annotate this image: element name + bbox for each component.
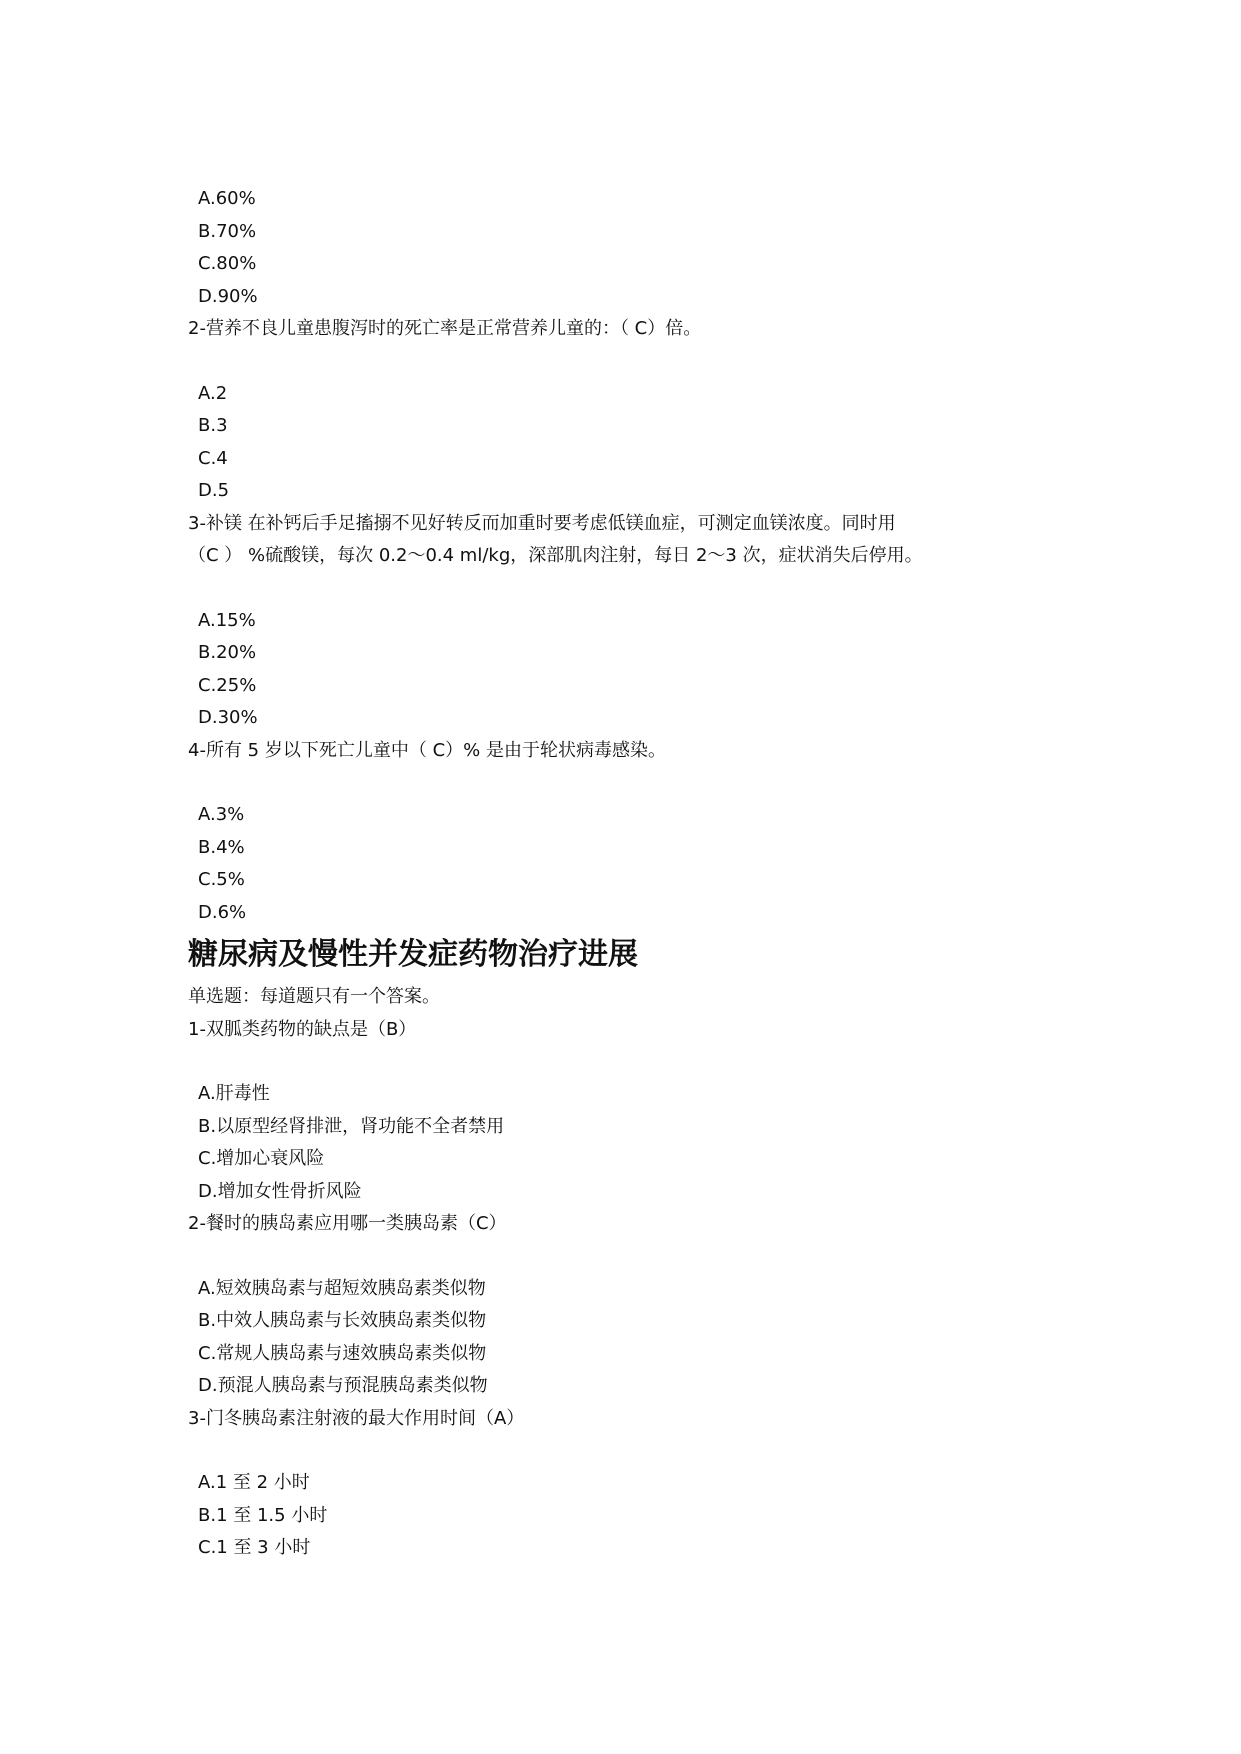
option-b: B.70% bbox=[198, 220, 257, 242]
s2-q3-text: 3-门冬胰岛素注射液的最大作用时间（A） bbox=[188, 1407, 525, 1429]
s1-q4-text: 4-所有 5 岁以下死亡儿童中（ C）% 是由于轮状病毒感染。 bbox=[188, 739, 666, 761]
s2-q2-options bbox=[188, 1273, 1068, 1403]
option-c: C.5% bbox=[198, 869, 245, 890]
option-d: D.90% bbox=[198, 285, 258, 307]
s1-q2-text: 2-营养不良儿童患腹泻时的死亡率是正常营养儿童的：（ C）倍。 bbox=[188, 318, 702, 339]
option-b: B.20% bbox=[198, 642, 257, 663]
s1-q3-text-line1: 3-补镁 在补钙后手足搐搦不见好转反而加重时要考虑低镁血症，可测定血镁浓度。同时用 bbox=[188, 512, 896, 534]
option-a: A.肝毒性 bbox=[198, 1083, 270, 1104]
option-a: A.60% bbox=[198, 188, 256, 209]
option-b: B.1 至 1.5 小时 bbox=[198, 1504, 328, 1526]
spacer bbox=[188, 1435, 1068, 1467]
spacer bbox=[188, 1241, 1068, 1273]
option-c: C.1 至 3 小时 bbox=[198, 1537, 311, 1558]
spacer bbox=[188, 573, 1068, 605]
option-d: D.30% bbox=[198, 707, 258, 728]
option-c: C.增加心衰风险 bbox=[198, 1148, 325, 1169]
option-d: D.6% bbox=[198, 901, 247, 923]
option-b: B.以原型经肾排泄，肾功能不全者禁用 bbox=[198, 1115, 505, 1137]
spacer bbox=[188, 1046, 1068, 1078]
s1-q2-options bbox=[188, 378, 1068, 508]
s1-q3-options bbox=[188, 605, 1068, 735]
option-a: A.1 至 2 小时 bbox=[198, 1472, 310, 1493]
section-instructions: 单选题：每道题只有一个答案。 bbox=[188, 986, 440, 1007]
option-c: C.4 bbox=[198, 447, 228, 469]
option-a: A.短效胰岛素与超短效胰岛素类似物 bbox=[198, 1277, 486, 1299]
s2-q2-text: 2-餐时的胰岛素应用哪一类胰岛素（C） bbox=[188, 1213, 507, 1234]
s2-q3-options bbox=[188, 1467, 1068, 1565]
option-c: C.常规人胰岛素与速效胰岛素类似物 bbox=[198, 1342, 487, 1364]
option-a: A.15% bbox=[198, 609, 256, 631]
option-b: B.中效人胰岛素与长效胰岛素类似物 bbox=[198, 1310, 487, 1331]
option-c: C.80% bbox=[198, 253, 257, 274]
option-b: B.4% bbox=[198, 836, 245, 858]
spacer bbox=[188, 767, 1068, 799]
option-d: D.5 bbox=[198, 480, 230, 501]
spacer bbox=[188, 346, 1068, 378]
option-b: B.3 bbox=[198, 415, 228, 436]
s1-q1-options bbox=[188, 183, 1068, 313]
s1-q3-text-line2: （C ） %硫酸镁，每次 0.2～0.4 ml/kg，深部肌肉注射，每日 2～3 次，症状消失后停用。 bbox=[188, 545, 923, 566]
option-d: D.增加女性骨折风险 bbox=[198, 1180, 362, 1202]
section-title: 糖尿病及慢性并发症药物治疗进展 bbox=[188, 937, 638, 972]
option-d: D.预混人胰岛素与预混胰岛素类似物 bbox=[198, 1375, 488, 1396]
s2-q1-text: 1-双胍类药物的缺点是（B） bbox=[188, 1018, 417, 1040]
option-a: A.2 bbox=[198, 382, 228, 404]
s2-q1-options bbox=[188, 1078, 1068, 1208]
s1-q4-options bbox=[188, 799, 1068, 929]
option-c: C.25% bbox=[198, 674, 257, 696]
document-page bbox=[188, 183, 1068, 1565]
option-a: A.3% bbox=[198, 804, 245, 825]
